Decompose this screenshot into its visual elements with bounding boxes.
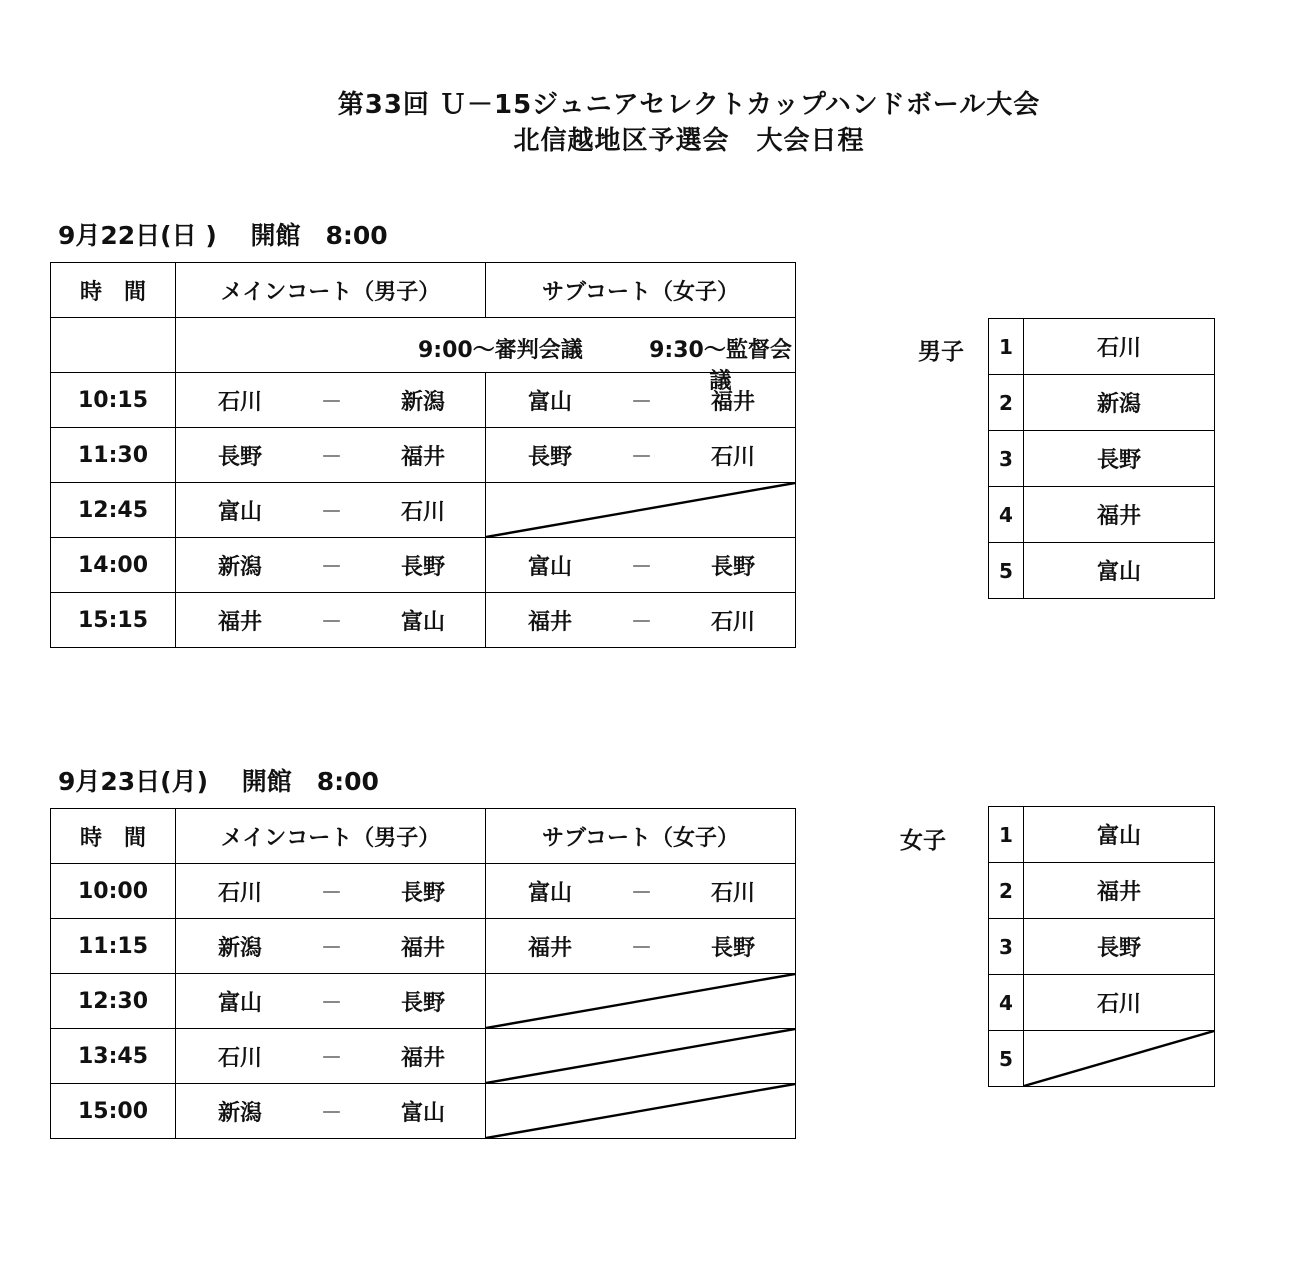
- team-home: 福井: [218, 609, 263, 635]
- team-home: 富山: [528, 554, 573, 580]
- team-home: 石川: [218, 389, 263, 415]
- team-away: 富山: [400, 1100, 445, 1126]
- team-number: 5: [989, 543, 1024, 599]
- vs-dash: －: [320, 1045, 343, 1071]
- team-away: 福井: [710, 389, 755, 415]
- vs-dash: －: [320, 444, 343, 470]
- girls-group-label: 女子: [900, 828, 946, 854]
- team-number: 3: [989, 919, 1024, 975]
- time-header: 時 間: [51, 809, 176, 864]
- team-name: 富山: [1024, 543, 1215, 599]
- table-row: [51, 428, 796, 483]
- match-time: 10:15: [51, 373, 176, 428]
- team-away: 長野: [400, 990, 445, 1016]
- main-court-match: [176, 919, 486, 974]
- team-away: 福井: [400, 444, 445, 470]
- match-time: 12:45: [51, 483, 176, 538]
- empty-slot-slash: [1024, 1031, 1215, 1087]
- sub-court-match: [486, 593, 796, 648]
- team-home: 富山: [528, 880, 573, 906]
- sub-court-match: [486, 538, 796, 593]
- match-time: 15:15: [51, 593, 176, 648]
- match-time: 10:00: [51, 864, 176, 919]
- vs-dash: －: [630, 935, 653, 961]
- team-away: 石川: [710, 609, 755, 635]
- team-name: 長野: [1024, 431, 1215, 487]
- vs-dash: －: [320, 935, 343, 961]
- boys-group-table: [988, 318, 1215, 599]
- table-row: [51, 593, 796, 648]
- day1-label: 9月22日(日 ) 開館 8:00: [58, 221, 388, 250]
- boys-group-label: 男子: [918, 339, 964, 365]
- match-time: 15:00: [51, 1084, 176, 1139]
- team-number: 2: [989, 375, 1024, 431]
- team-away: 福井: [400, 1045, 445, 1071]
- team-name: 新潟: [1024, 375, 1215, 431]
- team-name: 福井: [1024, 487, 1215, 543]
- vs-dash: －: [320, 499, 343, 525]
- team-number: 1: [989, 807, 1024, 863]
- team-name: 富山: [1024, 807, 1215, 863]
- team-name: 石川: [1024, 319, 1215, 375]
- main-court-header: メインコート（男子）: [176, 809, 486, 864]
- team-away: 石川: [400, 499, 445, 525]
- match-time: 12:30: [51, 974, 176, 1029]
- vs-dash: －: [320, 1100, 343, 1126]
- table-row: [989, 487, 1215, 543]
- table-row: [51, 1084, 796, 1139]
- match-time: 14:00: [51, 538, 176, 593]
- team-name: 長野: [1024, 919, 1215, 975]
- table-row: [989, 863, 1215, 919]
- sub-court-header: サブコート（女子）: [486, 263, 796, 318]
- team-away: 石川: [710, 444, 755, 470]
- vs-dash: －: [630, 880, 653, 906]
- table-row: [989, 975, 1215, 1031]
- time-header: 時 間: [51, 263, 176, 318]
- empty-time-cell: [51, 318, 176, 373]
- main-court-header: メインコート（男子）: [176, 263, 486, 318]
- team-name: 石川: [1024, 975, 1215, 1031]
- team-home: 新潟: [218, 1100, 263, 1126]
- girls-group-table: [988, 806, 1215, 1087]
- table-row: [51, 919, 796, 974]
- team-number: 1: [989, 319, 1024, 375]
- table-row: [989, 543, 1215, 599]
- team-home: 富山: [218, 499, 263, 525]
- team-away: 長野: [400, 880, 445, 906]
- team-home: 富山: [218, 990, 263, 1016]
- match-time: 11:30: [51, 428, 176, 483]
- empty-slot-slash: [486, 974, 796, 1029]
- match-time: 13:45: [51, 1029, 176, 1084]
- team-home: 福井: [528, 935, 573, 961]
- sub-court-match: [486, 428, 796, 483]
- team-home: 長野: [218, 444, 263, 470]
- table-row: [51, 538, 796, 593]
- document-title: 第33回 Ｕ－15ジュニアセレクトカップハンドボール大会: [337, 90, 1041, 120]
- team-away: 長野: [710, 554, 755, 580]
- document-subtitle: 北信越地区予選会 大会日程: [513, 126, 865, 156]
- empty-slot-slash: [486, 1029, 796, 1084]
- team-away: 福井: [400, 935, 445, 961]
- referee-meeting-note: 9:00～審判会議: [418, 338, 583, 363]
- vs-dash: －: [320, 990, 343, 1016]
- team-away: 石川: [710, 880, 755, 906]
- team-away: 長野: [400, 554, 445, 580]
- main-court-match: [176, 538, 486, 593]
- team-number: 5: [989, 1031, 1024, 1087]
- day2-label: 9月23日(月) 開館 8:00: [58, 767, 379, 796]
- main-court-match: [176, 1084, 486, 1139]
- table-row: [989, 431, 1215, 487]
- vs-dash: －: [320, 880, 343, 906]
- team-home: 石川: [218, 880, 263, 906]
- team-home: 富山: [528, 389, 573, 415]
- team-away: 富山: [400, 609, 445, 635]
- table-row: [51, 1029, 796, 1084]
- match-time: 11:15: [51, 919, 176, 974]
- table-row: [51, 864, 796, 919]
- team-home: 石川: [218, 1045, 263, 1071]
- team-name: 福井: [1024, 863, 1215, 919]
- table-row: [989, 319, 1215, 375]
- vs-dash: －: [630, 444, 653, 470]
- meeting-notes: [176, 318, 796, 394]
- team-home: 新潟: [218, 935, 263, 961]
- team-number: 2: [989, 863, 1024, 919]
- table-row: [989, 919, 1215, 975]
- main-court-match: [176, 373, 486, 428]
- team-away: 長野: [710, 935, 755, 961]
- team-away: 新潟: [400, 389, 445, 415]
- day2-schedule-table: [50, 808, 796, 1139]
- team-home: 福井: [528, 609, 573, 635]
- team-number: 4: [989, 487, 1024, 543]
- notes-row: [51, 318, 796, 373]
- main-court-match: [176, 864, 486, 919]
- team-home: 長野: [528, 444, 573, 470]
- main-court-match: [176, 593, 486, 648]
- team-home: 新潟: [218, 554, 263, 580]
- table-row: [989, 807, 1215, 863]
- main-court-match: [176, 483, 486, 538]
- team-number: 4: [989, 975, 1024, 1031]
- vs-dash: －: [630, 389, 653, 415]
- sub-court-match: [486, 864, 796, 919]
- day1-schedule-table: [50, 262, 796, 648]
- vs-dash: －: [630, 554, 653, 580]
- main-court-match: [176, 1029, 486, 1084]
- vs-dash: －: [630, 609, 653, 635]
- empty-slot-slash: [486, 1084, 796, 1139]
- table-row: [51, 483, 796, 538]
- main-court-match: [176, 974, 486, 1029]
- main-court-match: [176, 428, 486, 483]
- vs-dash: －: [320, 389, 343, 415]
- vs-dash: －: [320, 554, 343, 580]
- manager-meeting-note: 9:30～監督会議: [649, 338, 792, 394]
- team-number: 3: [989, 431, 1024, 487]
- table-header-row: [51, 263, 796, 318]
- sub-court-match: [486, 919, 796, 974]
- table-header-row: [51, 809, 796, 864]
- empty-slot-slash: [486, 483, 796, 538]
- table-row: [989, 1031, 1215, 1087]
- vs-dash: －: [320, 609, 343, 635]
- sub-court-header: サブコート（女子）: [486, 809, 796, 864]
- table-row: [51, 974, 796, 1029]
- table-row: [989, 375, 1215, 431]
